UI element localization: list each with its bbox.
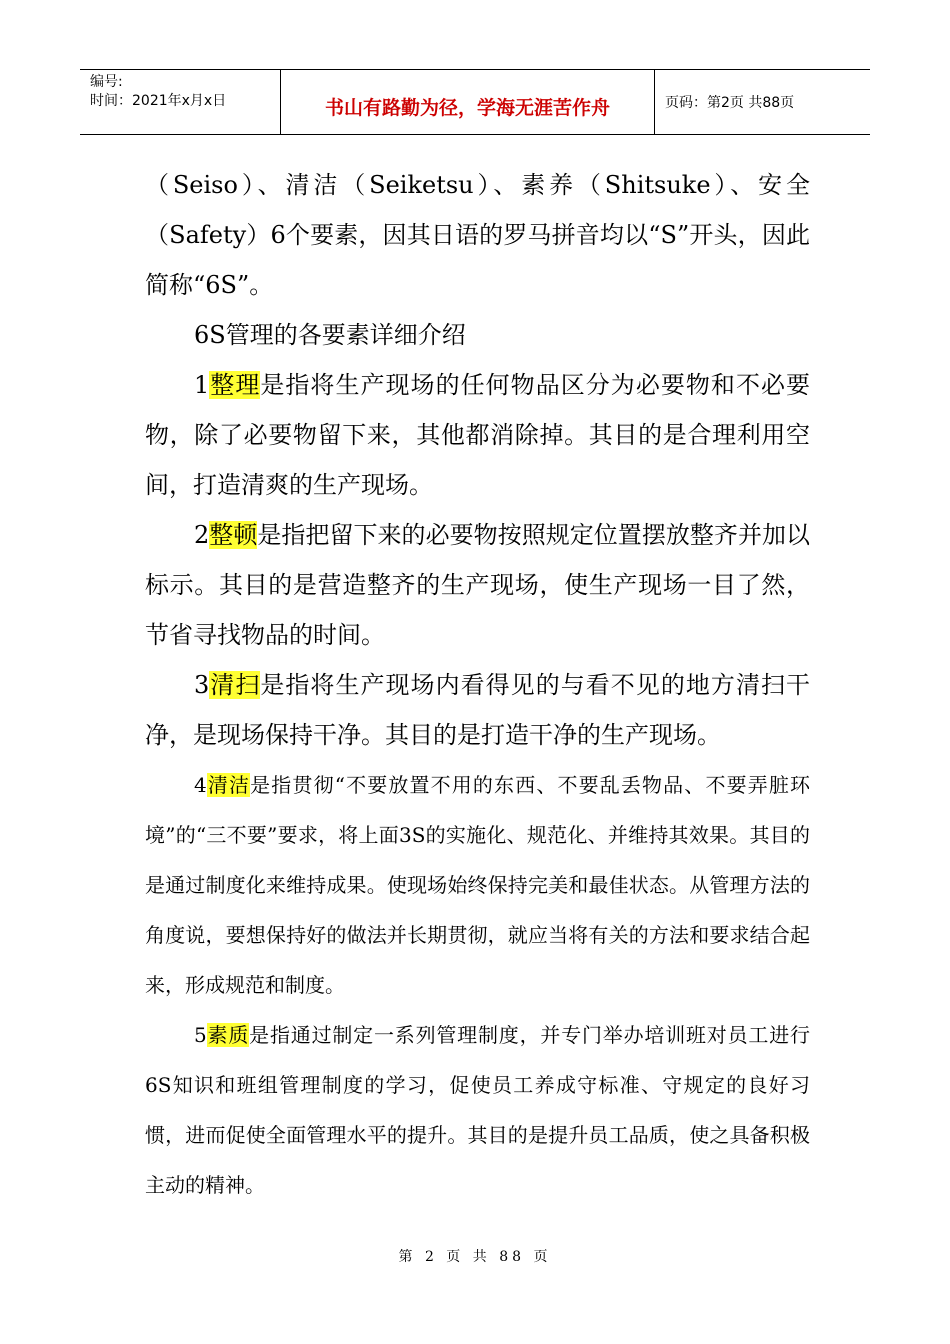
page-header [80,69,870,135]
list-item-4 [145,760,810,1010]
item-number: 4 [194,773,207,797]
item-text: 是指贯彻“不要放置不用的东西、不要乱丢物品、不要弄脏环境”的“三不要”要求，将上面3S的实施化、规范化、并维持其效果。其目的是通过制度化来维持成果。使现场始终保持完美和最佳状态。从管理方法的角度说，要想保持好的做法并长期贯彻，就应当将有关的方法和要求结合起来，形成规范和制度。 [145,773,810,997]
item-number: 2 [194,521,210,549]
highlighted-term: 素质 [206,1023,250,1047]
highlighted-term: 清扫 [209,671,261,699]
list-item-1 [145,360,810,510]
item-text: 是指通过制定一系列管理制度，并专门举办培训班对员工进行6S知识和班组管理制度的学习，促使员工养成守标准、守规定的良好习惯，进而促使全面管理水平的提升。其目的是提升员工品质，使之具备积极主动的精神。 [145,1023,811,1197]
highlighted-term: 清洁 [206,773,251,797]
list-item-3 [145,660,810,760]
list-item-5 [145,1010,810,1210]
item-text: 是指将生产现场的任何物品区分为必要物和不必要物，除了必要物留下来，其他都消除掉。其目的是合理利用空间，打造清爽的生产现场。 [145,371,811,499]
document-body [145,160,810,1210]
document-number-label: 编号: [90,74,123,90]
header-meta [80,70,281,134]
header-motto: 书山有路勤为径，学海无涯苦作舟 [281,70,655,134]
document-date-label: 时间：2021年x月x日 [90,93,227,109]
header-page-info: 页码：第2页 共88页 [665,95,795,111]
list-item-2 [145,510,810,660]
item-number: 1 [194,371,210,399]
item-number: 3 [194,671,210,699]
highlighted-term: 整理 [209,371,261,399]
item-text: 是指把留下来的必要物按照规定位置摆放整齐并加以标示。其目的是营造整齐的生产现场，使生产现场一目了然，节省寻找物品的时间。 [145,521,811,649]
section-heading: 6S管理的各要素详细介绍 [194,321,466,349]
item-number: 5 [194,1023,207,1047]
paragraph-intro-continued: （Seiso）、清洁（Seiketsu）、素养（Shitsuke）、安全（Safety）6个要素，因其日语的罗马拼音均以“S”开头，因此简称“6S”。 [145,171,810,299]
page-footer: 第 2 页 共 88 页 [398,1249,552,1265]
highlighted-term: 整顿 [209,521,258,549]
item-text: 是指将生产现场内看得见的与看不见的地方清扫干净，是现场保持干净。其目的是打造干净的生产现场。 [145,671,811,749]
